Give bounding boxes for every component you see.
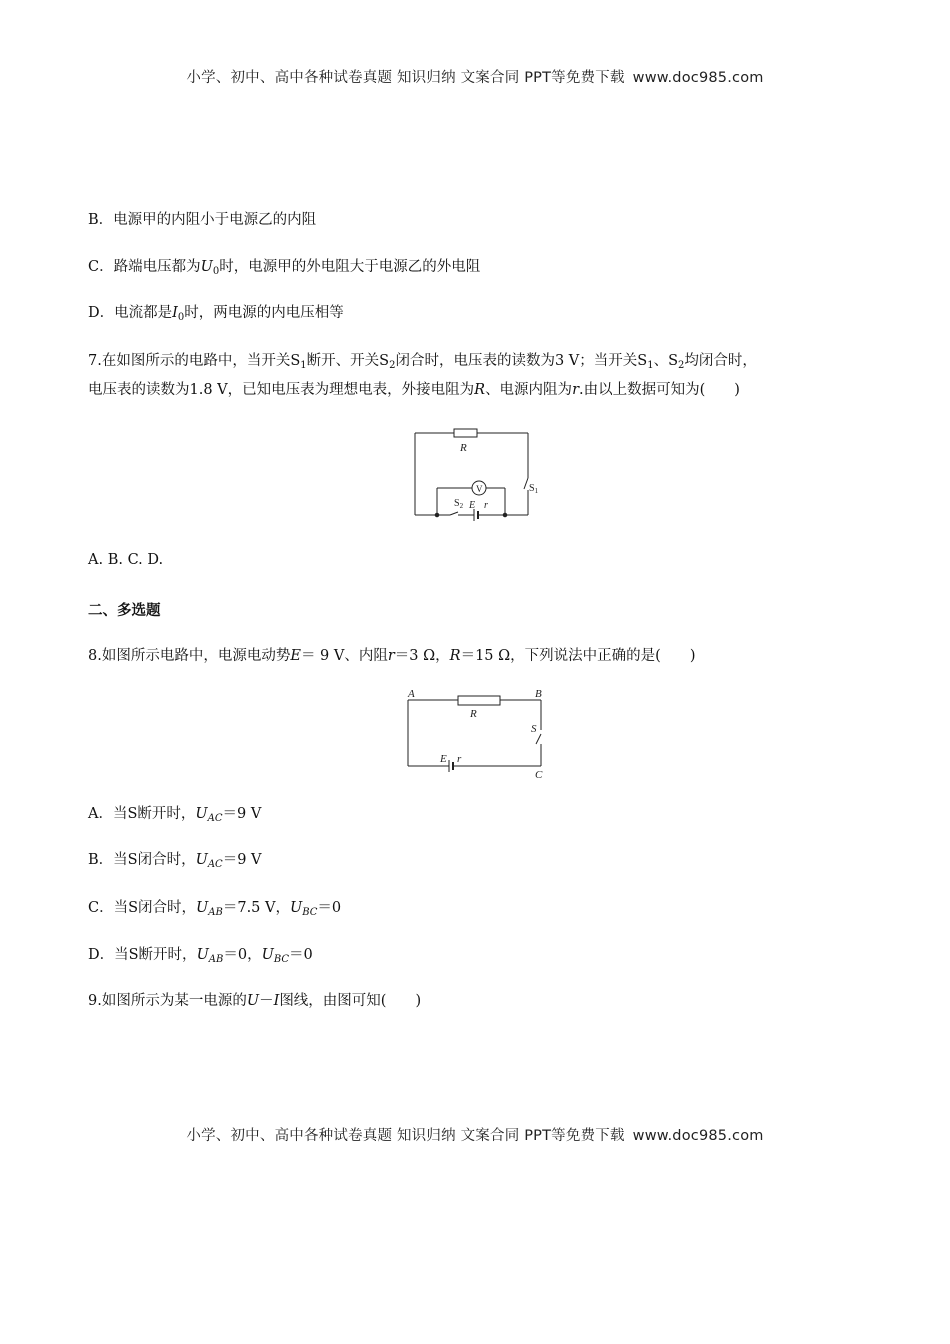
q7-stem-line1: 7.在如图所示的电路中，当开关$S_1$断开、开关$S_2$闭合时，电压表的读数为3 V；当开关$S_1$、$S_2$均闭合时， bbox=[88, 353, 757, 371]
q9-stem: 9.如图所示为某一电源的U－I图线，由图可知( ) bbox=[88, 993, 422, 1009]
q7-circuit-diagram bbox=[408, 426, 558, 524]
label-r: R bbox=[470, 708, 477, 720]
switch-s bbox=[536, 734, 541, 744]
label-s2: $S_2$ bbox=[454, 498, 464, 510]
q7-options: A. B. C. D. bbox=[88, 552, 164, 568]
q6-option-d: D．电流都是$I_0$时，两电源的内电压相等 bbox=[88, 305, 344, 323]
q6-option-c: C．路端电压都为$U_0$时，电源甲的外电阻大于电源乙的外电阻 bbox=[88, 259, 481, 277]
label-c: C bbox=[535, 769, 543, 780]
section-multi-choice-title: 二、多选题 bbox=[88, 603, 161, 619]
q6-option-b: B．电源甲的内阻小于电源乙的内阻 bbox=[88, 212, 317, 228]
q8-option-d: D．当S断开时，$U_{AB}=0$，$U_{BC}=0$ bbox=[88, 947, 313, 965]
footer-url[interactable]: www.doc985.com bbox=[632, 1128, 764, 1144]
page-footer bbox=[0, 1124, 950, 1145]
header-url[interactable]: www.doc985.com bbox=[632, 70, 764, 86]
label-v: V bbox=[476, 484, 483, 494]
label-r: R bbox=[460, 442, 467, 454]
q8-option-b: B．当S闭合时，$U_{AC}=9$ V bbox=[88, 852, 262, 870]
label-e: E bbox=[440, 753, 447, 765]
header-text: 小学、初中、高中各种试卷真题 知识归纳 文案合同 PPT等免费下载 bbox=[186, 70, 625, 86]
q8-option-c: C．当S闭合时，$U_{AB}=7.5$ V，$U_{BC}=0$ bbox=[88, 900, 342, 918]
label-e: E bbox=[469, 500, 476, 511]
resistor-r bbox=[454, 429, 477, 437]
page-header bbox=[0, 66, 950, 87]
label-small-r: r bbox=[457, 753, 462, 765]
q8-circuit-diagram bbox=[402, 688, 552, 780]
switch-s1 bbox=[524, 478, 528, 489]
label-small-r: r bbox=[484, 500, 488, 511]
footer-text: 小学、初中、高中各种试卷真题 知识归纳 文案合同 PPT等免费下载 bbox=[186, 1128, 625, 1144]
resistor-r bbox=[458, 696, 500, 705]
label-s1: $S_1$ bbox=[529, 483, 539, 495]
label-s: S bbox=[531, 723, 537, 735]
q8-option-a: A．当S断开时，$U_{AC}=9$ V bbox=[88, 806, 262, 824]
q8-stem: 8.如图所示电路中，电源电动势E＝ 9 V、内阻r＝3 Ω，R＝15 Ω，下列说法中正确的是( ) bbox=[88, 648, 696, 664]
q7-stem-line2: 电压表的读数为1.8 V，已知电压表为理想电表，外接电阻为R、电源内阻为r.由以上数据可知为( ) bbox=[88, 382, 740, 398]
switch-s2 bbox=[450, 512, 458, 515]
label-a: A bbox=[408, 688, 415, 700]
label-b: B bbox=[535, 688, 542, 700]
